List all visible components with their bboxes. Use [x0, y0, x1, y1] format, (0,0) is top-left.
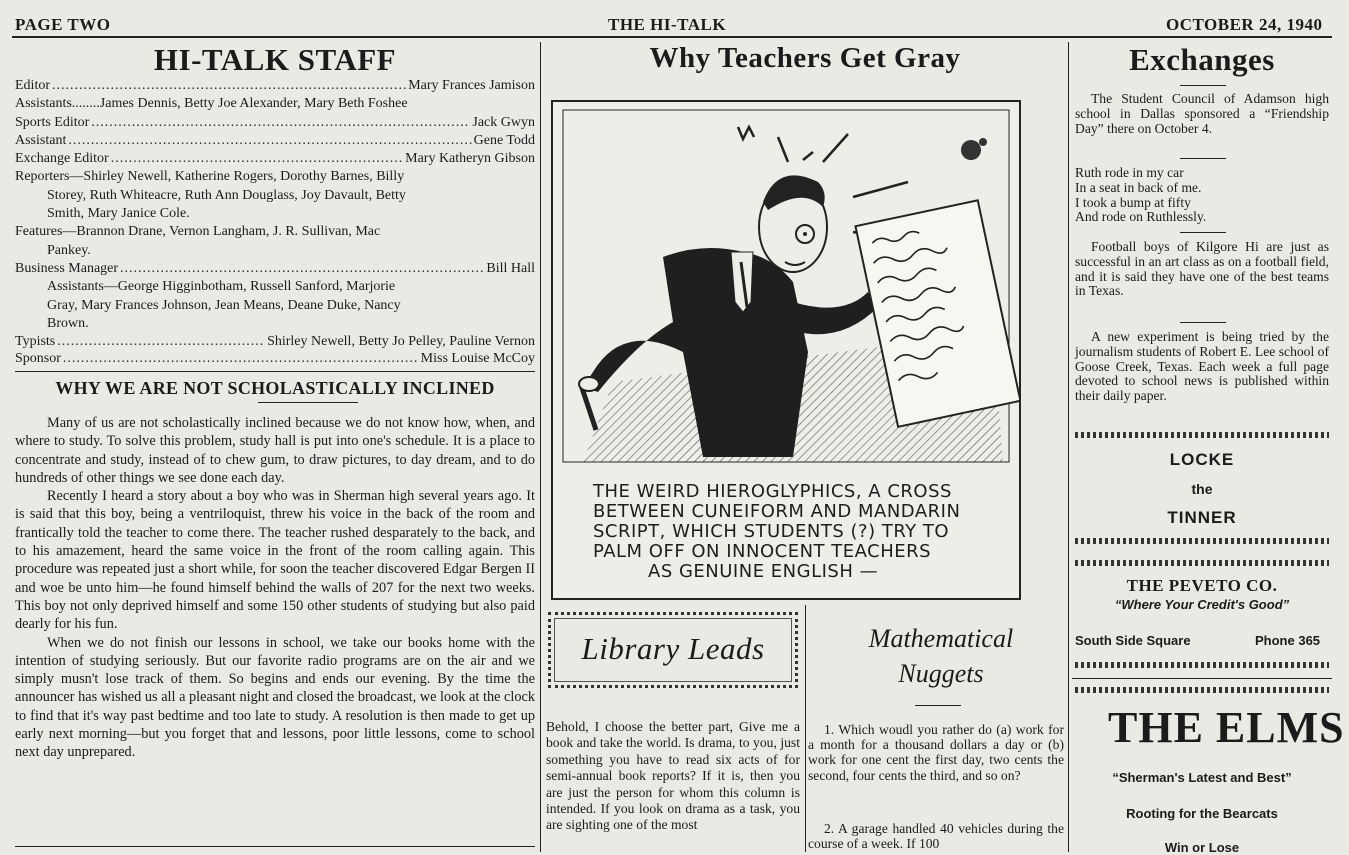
ad-rule: [1072, 678, 1332, 679]
staff-continuation: Storey, Ruth Whiteacre, Ruth Ann Douglass, Joy Davault, Betty: [47, 188, 406, 203]
staff-continuation: Smith, Mary Janice Cole.: [47, 206, 190, 221]
elms-line: Rooting for the Bearcats: [1126, 806, 1278, 821]
cartoon-caption: [593, 482, 1013, 582]
caption-line: AS GENUINE ENGLISH —: [648, 561, 879, 582]
math-question-2: 2. A garage handled 40 vehicles during the course of a week. If 100: [808, 821, 1064, 852]
elms-line: Win or Lose: [1164, 840, 1240, 855]
exchanges-rule: [1180, 85, 1226, 86]
locke-ad-line: TINNER: [1167, 508, 1237, 527]
math-title-2: Nuggets: [898, 659, 984, 688]
library-heading-box: [548, 612, 798, 688]
library-title: Library Leads: [581, 631, 765, 666]
issue-date: OCTOBER 24, 1940: [1166, 15, 1323, 34]
caption-line: SCRIPT, WHICH STUDENTS (?) TRY TO: [593, 521, 950, 542]
peveto-address: South Side Square: [1075, 633, 1191, 648]
staff-entry: Sports Editor ..... Jack Gwyn: [15, 114, 535, 132]
middle-split-rule: [805, 605, 806, 852]
cartoon-illustration: [553, 102, 1019, 472]
editorial-paragraph: Many of us are not scholastically inclined because we do not know how, when, and where to study. To solve this problem, study hall is put into one's schedule. It is a place to concentrate and study, instead of to chew gum, to draw pictures, to day dream, and to do hundreds of other things we see done each day.: [15, 415, 535, 486]
peveto-phone: Phone 365: [1255, 633, 1321, 648]
exchanges-title: Exchanges: [1129, 42, 1275, 77]
exchange-divider: [1180, 232, 1226, 233]
editorial-body: [15, 414, 535, 762]
ad-border: [1075, 538, 1329, 544]
poem-line: In a seat in back of me.: [1075, 179, 1202, 195]
ad-border: [1075, 432, 1329, 438]
cartoon-frame: [551, 100, 1021, 600]
staff-continuation: Brown.: [47, 316, 89, 331]
exchange-divider: [1180, 322, 1226, 323]
exchange-item: A new experiment is being tried by the journalism students of Robert E. Lee school of Goose Creek, Texas. Each week a full page devoted to school news is published within their daily paper.: [1075, 329, 1329, 404]
editorial-paragraph: Recently I heard a story about a boy who was in Sherman high several years ago. It is said that this boy, being a ventriloquist, threw his voice in the back of the room and frantically told the teacher to come there. The teacher rushed desparately to the back, and to his amazement, heard the same voice in the front of the room calling again. This procedure was repeated just a short while, for soon the teacher discovered Edgar Bergen II and woe be unto him—he found himself behind the walls of 207 for the next two weeks. This boy not only deprived himself and some 150 other students of studying but also paid dearly for his fun.: [15, 488, 535, 633]
staff-continuation: Pankey.: [47, 243, 91, 258]
staff-entry: Exchange Editor ..... Mary Katheryn Gibson: [15, 150, 535, 168]
editorial-headline: WHY WE ARE NOT SCHOLASTICALLY INCLINED: [55, 378, 495, 398]
locke-ad-line: LOCKE: [1169, 450, 1235, 469]
elms-slogan: “Sherman's Latest and Best”: [1112, 770, 1292, 785]
exchange-poem: [1075, 166, 1206, 225]
caption-line: PALM OFF ON INNOCENT TEACHERS: [593, 541, 932, 562]
staff-entry: Reporters—Shirley Newell, Katherine Rogers, Dorothy Barnes, Billy: [15, 169, 405, 184]
poem-line: Ruth rode in my car: [1075, 165, 1184, 180]
poem-line: I took a bump at fifty: [1075, 194, 1191, 210]
editorial-paragraph: When we do not finish our lessons in school, we take our books home with the intention of studying seriously. But our favorite radio programs are on the air and we simply musn't lose track of them. So begins and ends our evening. By the time the announcer has wished us all a pleasant night and closed the broadcast, we look at the clock to find that it's way past bedtime and too late to study. A resolution is then made to get up early next morning—but you forget that and lessons, poor little lessons, come to school next day unprepared.: [15, 634, 535, 761]
exchange-item: The Student Council of Adamson high school in Dallas sponsored a “Friendship Day” there on October 4.: [1075, 91, 1329, 136]
ad-border: [1075, 560, 1329, 566]
caption-line: BETWEEN CUNEIFORM AND MANDARIN: [593, 501, 961, 522]
poem-line: And rode on Ruthlessly.: [1075, 209, 1207, 225]
ad-border: [1075, 662, 1329, 668]
exchange-item: Football boys of Kilgore Hi are just as successful in an art class as on a football field, and it is said they have one of the best teams in Texas.: [1075, 239, 1329, 299]
column-divider-2: [1068, 42, 1069, 852]
page-label: PAGE TWO: [15, 15, 111, 34]
peveto-slogan: “Where Your Credit's Good”: [1114, 597, 1290, 612]
staff-entry: Assistants........James Dennis, Betty Joe Alexander, Mary Beth Foshee: [15, 96, 408, 111]
math-question-1: 1. Which woudl you rather do (a) work for a month for a thousand dollars a day or (b) work for one cent the first day, two cents the second, four cents the third, and so on?: [808, 722, 1064, 783]
masthead-rule: [12, 36, 1332, 38]
staff-entry: Features—Brannon Drane, Vernon Langham, J. R. Sullivan, Mac: [15, 224, 381, 239]
locke-ad-line: the: [1191, 481, 1213, 497]
staff-entry: Typists ..... Shirley Newell, Betty Jo Pelley, Pauline Vernon: [15, 333, 535, 351]
math-title-1: Mathematical: [868, 624, 1014, 653]
elms-name: THE ELMS: [1108, 703, 1345, 752]
exchange-divider: [1180, 158, 1226, 159]
ad-border: [1075, 687, 1329, 693]
paper-name: THE HI-TALK: [608, 15, 727, 34]
cartoon-title: Why Teachers Get Gray: [649, 42, 961, 74]
staff-entry: Editor ..... Mary Frances Jamison: [15, 77, 535, 95]
staff-continuation: Gray, Mary Frances Johnson, Jean Means, Deane Duke, Nancy: [47, 298, 401, 313]
staff-rule: [15, 371, 535, 372]
headline-underline: [258, 402, 358, 403]
math-rule: [915, 705, 961, 706]
caption-line: THE WEIRD HIEROGLYPHICS, A CROSS: [593, 481, 952, 502]
staff-entry: Sponsor ..... Miss Louise McCoy: [15, 350, 535, 368]
staff-entry: Business Manager ..... Bill Hall: [15, 260, 535, 278]
column-divider-1: [540, 42, 541, 852]
staff-entry: Assistant ..... Gene Todd: [15, 132, 535, 150]
bottom-rule-left: [15, 846, 535, 847]
library-text: Behold, I choose the better part, Give me a book and take the world. Is drama, to you, just something you have to read six acts of for semi-annual book reports? If it is, then you are just the person for whom this column is intended. If you look on drama as a task, you are sighting one of the most: [546, 719, 800, 833]
staff-title: HI-TALK STAFF: [153, 42, 397, 77]
peveto-name: THE PEVETO CO.: [1126, 576, 1278, 595]
staff-entry: Assistants—George Higginbotham, Russell Sanford, Marjorie: [47, 279, 396, 294]
